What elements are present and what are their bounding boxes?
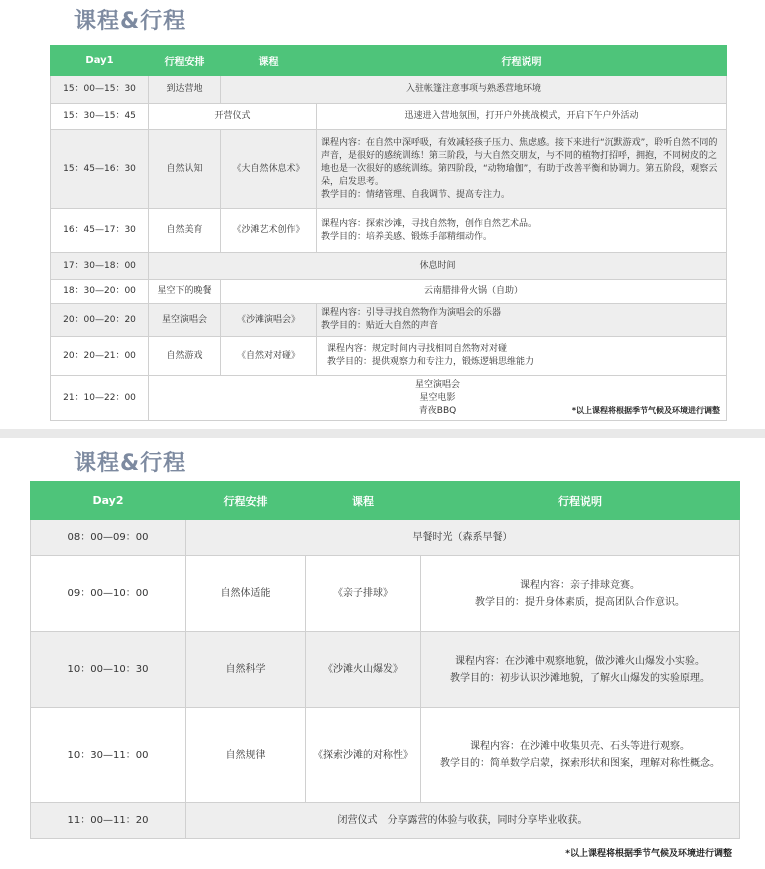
row-description	[421, 708, 740, 803]
row-description	[421, 632, 740, 708]
desc-line: 课程内容：规定时间内寻找相同自然物对对碰	[327, 344, 508, 354]
row-course: 《自然对对碰》	[221, 337, 317, 376]
desc-line: 教学目的：贴近大自然的声音	[321, 321, 439, 331]
row-arrangement: 自然美育	[149, 209, 221, 253]
table-row	[51, 304, 727, 337]
day2-section-title: 课程&行程	[74, 451, 187, 476]
row-time: 09：00—10：00	[31, 556, 186, 632]
row-course: 《沙滩火山爆发》	[306, 632, 421, 708]
day2-schedule-table	[30, 481, 740, 839]
desc-line: 教学目的：培养美感、锻炼手部精细动作。	[321, 231, 493, 242]
row-description: 闭营仪式 分享露营的体验与收获，同时分享毕业收获。	[186, 803, 740, 839]
row-time: 15：45—16：30	[51, 130, 149, 209]
row-time: 15：00—15：30	[51, 76, 149, 104]
row-course: 《亲子排球》	[306, 556, 421, 632]
table-row	[31, 708, 740, 803]
row-course: 《沙滩演唱会》	[221, 304, 317, 337]
table-row	[51, 130, 727, 209]
header-course: 课程	[221, 46, 317, 76]
row-time: 18：30—20：00	[51, 280, 149, 304]
adjustment-note: *以上课程将根据季节气候及环境进行调整	[571, 406, 720, 415]
table-row	[51, 76, 727, 104]
adjustment-footnote: *以上课程将根据季节气候及环境进行调整	[565, 849, 732, 859]
desc-line: 课程内容：亲子排球竞赛。	[520, 579, 640, 591]
row-time: 17：30—18：00	[51, 253, 149, 280]
row-description	[421, 556, 740, 632]
header-day: Day1	[51, 46, 149, 76]
row-arrangement: 到达营地	[149, 76, 221, 104]
table-row	[31, 803, 740, 839]
table-header-row	[31, 482, 740, 520]
table-row	[31, 556, 740, 632]
row-arrangement: 自然规律	[186, 708, 306, 803]
desc-line: 课程内容：在沙滩中收集贝壳、石头等进行观察。	[470, 741, 690, 752]
desc-line: 教学目的：提供观察力和专注力，锻炼逻辑思维能力	[327, 357, 535, 367]
header-arrangement: 行程安排	[149, 46, 221, 76]
table-row	[51, 280, 727, 304]
row-arrangement: 自然科学	[186, 632, 306, 708]
header-course: 课程	[306, 482, 421, 520]
row-arrangement: 自然体适能	[186, 556, 306, 632]
header-arrangement: 行程安排	[186, 482, 306, 520]
row-time: 15：30—15：45	[51, 104, 149, 130]
row-time: 20：00—20：20	[51, 304, 149, 337]
desc-line: 课程内容：在沙滩中观察地貌，做沙滩火山爆发小实验。	[455, 655, 705, 667]
desc-line: 课程内容：探索沙滩，寻找自然物，创作自然艺术品。	[321, 218, 538, 229]
row-course: 《大自然休息术》	[221, 130, 317, 209]
row-course: 《沙滩艺术创作》	[221, 209, 317, 253]
desc-line: 教学目的：简单数学启蒙，探索形状和图案，理解对称性概念。	[440, 758, 720, 769]
desc-line: 课程内容：在自然中深呼吸，有效减轻孩子压力、焦虑感。接下来进行“沉默游戏”，聆听自然不同的声音，是很好的感统训练！第三阶段，与大自然交朋友，与不同的植物打招呼，拥抱，不同树皮的之地也是一次很好的感统训练。第四阶段，“动物瑜伽”，有助于改善平衡和协调力。第五阶段，观察云朵，启发思考。	[321, 137, 718, 187]
row-arrangement: 星空演唱会	[149, 304, 221, 337]
row-course: 《探索沙滩的对称性》	[306, 708, 421, 803]
header-description: 行程说明	[421, 482, 740, 520]
desc-line: 教学目的：提升身体素质，提高团队合作意识。	[475, 596, 685, 608]
header-day: Day2	[31, 482, 186, 520]
row-description	[317, 304, 727, 337]
desc-line: 青夜BBQ	[418, 405, 457, 416]
row-description	[317, 337, 727, 376]
day1-section-title: 课程&行程	[74, 9, 187, 34]
row-description	[317, 130, 727, 209]
desc-line: 星空电影	[419, 392, 456, 403]
row-description: 云南腊排骨火锅（自助）	[221, 280, 727, 304]
row-description	[317, 209, 727, 253]
table-header-row	[51, 46, 727, 76]
header-description: 行程说明	[317, 46, 727, 76]
row-description: 入驻帐篷注意事项与熟悉营地环境	[221, 76, 727, 104]
desc-line: 课程内容：引导寻找自然物作为演唱会的乐器	[321, 308, 502, 318]
table-row	[51, 376, 727, 421]
row-arrangement: 自然认知	[149, 130, 221, 209]
table-row	[51, 104, 727, 130]
row-time: 11：00—11：20	[31, 803, 186, 839]
row-course: 开营仪式	[149, 104, 317, 130]
row-arrangement: 星空下的晚餐	[149, 280, 221, 304]
row-time: 21：10—22：00	[51, 376, 149, 421]
row-description: 早餐时光（森系早餐）	[186, 520, 740, 556]
table-row	[31, 520, 740, 556]
row-description: 迅速进入营地氛围，打开户外挑战模式，开启下午户外活动	[317, 104, 727, 130]
desc-line: 星空演唱会	[414, 379, 460, 390]
desc-line: 教学目的：初步认识沙滩地貌，了解火山爆发的实验原理。	[450, 672, 710, 684]
row-arrangement: 自然游戏	[149, 337, 221, 376]
row-time: 10：30—11：00	[31, 708, 186, 803]
row-description	[149, 376, 727, 421]
table-row	[31, 632, 740, 708]
table-row	[51, 253, 727, 280]
desc-line: 教学目的：情绪管理、自我调节、提高专注力。	[321, 189, 511, 200]
row-time: 08：00—09：00	[31, 520, 186, 556]
day1-schedule-table	[50, 45, 727, 421]
row-time: 16：45—17：30	[51, 209, 149, 253]
table-row	[51, 209, 727, 253]
row-description: 休息时间	[149, 253, 727, 280]
table-row	[51, 337, 727, 376]
section-divider	[0, 429, 765, 438]
row-time: 10：00—10：30	[31, 632, 186, 708]
row-time: 20：20—21：00	[51, 337, 149, 376]
